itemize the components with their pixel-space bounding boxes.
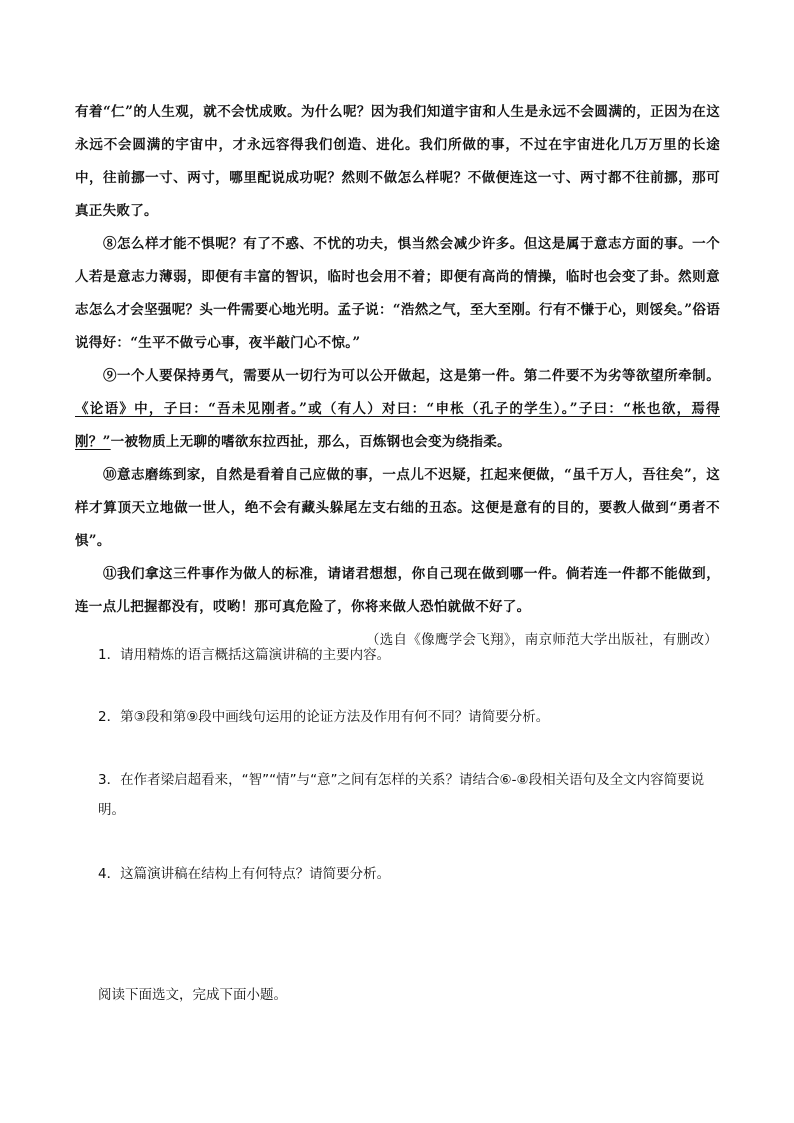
paragraph-9-end: 一被物质上无聊的嗜欲东拉西扯，那么，百炼钢也会变为绕指柔。 [110, 434, 511, 450]
source-citation: （选自《像鹰学会飞翔》，南京师范大学出版社，有删改） [365, 632, 718, 648]
passage-paragraph-11: ⑪我们拿这三件事作为做人的标准，请诸君想想，你自己现在做到哪一件。倘若连一件都不能做到，连一点儿把握都没有，哎哟！那可真危险了，你将来做人恐怕就做不好了。 [75, 566, 720, 615]
passage-paragraph-8: ⑧怎么样才能不惧呢？有了不惑、不忧的功夫，惧当然会减少许多。但这是属于意志方面的事。一个人若是意志力薄弱，即便有丰富的智识，临时也会用不着；即便有高尚的情操，临时也会变了卦。然则意志怎么才会坚强呢？头一件需要心地光明。孟子说：“浩然之气，至大至刚。行有不慊于心，则馁矣。”俗语说得好：“生平不做亏心事，夜半敲门心不惊。” [75, 236, 720, 351]
passage-paragraph-continued: 有着“仁”的人生观，就不会忧成败。为什么呢？因为我们知道宇宙和人生是永远不会圆满的，正因为在这永远不会圆满的宇宙中，才永远容得我们创造、进化。我们所做的事，不过在宇宙进化几万万里的长途中，往前挪一寸、两寸，哪里配说成功呢？然则不做怎么样呢？不做便连这一寸、两寸都不往前挪，那可真正失败了。 [75, 104, 720, 219]
reading-instruction: 阅读下面选文，完成下面小题。 [98, 987, 287, 1003]
underlined-sentence: 《论语》中，子曰：“吾未见刚者。”或（有人）对曰：“申枨（孔子的学生）。”子曰：“枨也欲，焉得刚？” [75, 401, 720, 450]
passage-paragraph-9 [75, 360, 720, 459]
passage [75, 96, 720, 657]
question-1: 1．请用精炼的语言概括这篇演讲稿的主要内容。 [98, 647, 391, 663]
paragraph-9-start: ⑨一个人要保持勇气，需要从一切行为可以公开做起，这是第一件。第二件要不为劣等欲望所牵制。 [103, 368, 720, 384]
question-3: 3．在作者梁启超看来，“智”“情”与“意”之间有怎样的关系？请结合⑥-⑧段相关语句及全文内容简要说明。 [98, 772, 705, 818]
passage-paragraph-10: ⑩意志磨练到家，自然是看着自己应做的事，一点儿不迟疑，扛起来便做，“虽千万人，吾往矣”，这样才算顶天立地做一世人，绝不会有藏头躲尾左支右绌的丑态。这便是意有的目的，要教人做到“勇者不惧”。 [75, 467, 720, 549]
question-4: 4．这篇演讲稿在结构上有何特点？请简要分析。 [98, 866, 391, 882]
question-2: 2．第③段和第⑨段中画线句运用的论证方法及作用有何不同？请简要分析。 [98, 709, 550, 725]
